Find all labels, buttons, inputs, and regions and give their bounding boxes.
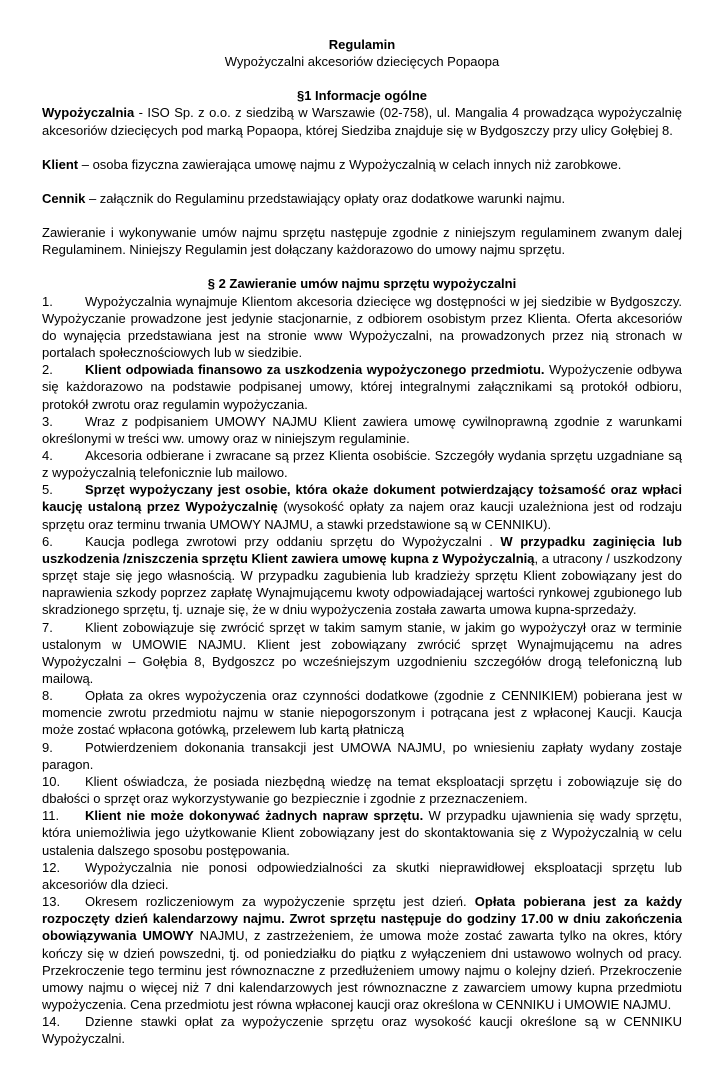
- text-segment: , a utracony / uszkodzony sprzęt staje się jego własnością. W przypadku zagubienia lub kradzieży sprzętu Klient zobowiązany jest do naprawienia szkody poprzez zapłatę Wynajmującemu kwoty odpowiadającej wartości rynkowej zgubionego lub skradzionego sprzętu, tj. uznaje się, że w dniu wypożyczenia została zawarta umowa kupna-sprzedaży.: [42, 550, 682, 618]
- section-1-body: [42, 104, 682, 258]
- paragraph: [42, 224, 682, 258]
- item-number: 11.: [42, 808, 60, 824]
- section-2-body: [42, 293, 682, 1048]
- section-1-heading: §1 Informacje ogólne: [296, 88, 428, 104]
- text-segment: – załącznik do Regulaminu przedstawiający opłaty oraz dodatkowe warunki najmu.: [85, 190, 566, 206]
- numbered-item: [42, 773, 682, 807]
- numbered-item: [42, 807, 682, 858]
- numbered-item: [42, 893, 682, 1013]
- text-segment: Dzienne stawki opłat za wypożyczenie sprzętu oraz wysokość kaucji określone są w CENNIKU Wypożyczalni.: [42, 1014, 682, 1047]
- item-number: 3.: [42, 413, 53, 429]
- text-segment: NAJMU, z zastrzeżeniem, że umowa może zostać zawarta tylko na okres, który kończy się w dzień powszedni, tj. od poniedziałku do piątku z wyłączeniem dni ustawowo wolnych od pracy. Przekroczenie tego terminu jest równoznaczne z przedłużeniem umowy najmu o kolejny dzień. Przekroczenie umowy najmu o więcej niż 7 dni kalendarzowych jest równoznaczne z zawarciem umowy kupna przedmiotu wypożyczenia. Cena przedmiotu jest równa wpłaconej kaucji oraz określona w CENNIKU i UMOWIE NAJMU.: [42, 928, 682, 1012]
- text-segment: Wraz z podpisaniem UMOWY NAJMU Klient zawiera umowę cywilnoprawną zgodnie z warunkami określonymi w treści ww. umowy oraz w niniejszym regulaminie.: [42, 413, 682, 446]
- text-segment: - ISO Sp. z o.o. z siedzibą w Warszawie (02-758), ul. Mangalia 4 prowadząca wypożyczalnię akcesoriów dziecięcych pod marką Popaopa, której Siedziba znajduje się w Bydgoszczy przy ulicy Gołębiej 8.: [42, 105, 682, 138]
- item-number: 8.: [42, 688, 53, 704]
- item-number: 13.: [42, 894, 61, 910]
- item-number: 5.: [42, 482, 53, 498]
- text-segment: Opłata za okres wypożyczenia oraz czynności dodatkowe (zgodnie z CENNIKIEM) pobierana jest w momencie zwrotu przedmiotu najmu w stanie niepogorszonym i potrącana jest z wpłaconej Kaucji. Kaucja może zostać wpłacona gotówką, przelewem lub kartą płatniczą: [42, 688, 682, 738]
- text-segment: Klient zobowiązuje się zwrócić sprzęt w takim samym stanie, w jakim go wypożyczył oraz w terminie ustalonym w UMOWIE NAJMU. Klient jest zobowiązany zwrócić sprzęt Wynajmującemu na adres Wypożyczalni – Gołębia 8, Bydgoszcz po wcześniejszym uzgodnieniu szczegółów drogą telefoniczną lub mailową.: [42, 619, 682, 686]
- item-number: 2.: [42, 362, 53, 378]
- item-number: 12.: [42, 859, 61, 875]
- numbered-item: [42, 447, 682, 481]
- numbered-item: [42, 859, 682, 893]
- text-segment: Kaucja podlega zwrotowi przy oddaniu sprzętu do Wypożyczalni .: [85, 533, 501, 549]
- item-number: 9.: [42, 739, 53, 755]
- bold-text-segment: Klient: [42, 156, 79, 172]
- text-segment: – osoba fizyczna zawierająca umowę najmu z Wypożyczalnią w celach innych niż zarobkowe.: [78, 156, 622, 172]
- text-segment: Zawieranie i wykonywanie umów najmu sprzętu następuje zgodnie z niniejszym regulaminem zwanym dalej Regulaminem. Niniejszy Regulamin jest dołączany każdorazowo do umowy najmu sprzętu.: [42, 225, 682, 258]
- bold-text-segment: Opłata pobierana jest za każdy rozpoczęty dzień kalendarzowy najmu. Zwrot sprzętu następuje do godziny 17.00 w dniu zakończenia obowiązywania UMOWY: [42, 894, 682, 944]
- text-segment: (wysokość opłaty za najem oraz kaucji uzależniona jest od rodzaju sprzętu oraz terminu trwania UMOWY NAJMU, a stawki przedstawione są w CENNIKU).: [42, 499, 682, 532]
- document-subtitle: Wypożyczalni akcesoriów dziecięcych Popaopa: [224, 54, 500, 70]
- numbered-item: [42, 739, 682, 773]
- text-segment: W przypadku ujawnienia się wady sprzętu, która uniemożliwia jego użytkowanie Klient zobowiązany jest do skontaktowania się z Wypożyczalnią w celu ustalenia dalszego sposobu postępowania.: [42, 808, 682, 858]
- bold-text-segment: Klient nie może dokonywać żadnych napraw sprzętu.: [85, 808, 424, 824]
- item-number: 6.: [42, 533, 53, 549]
- paragraph: [42, 104, 682, 138]
- numbered-item: [42, 619, 682, 688]
- bold-text-segment: Sprzęt wypożyczany jest osobie, która okaże dokument potwierdzający tożsamość oraz wpłaci kaucję ustaloną przez Wypożyczalnię: [42, 482, 682, 515]
- text-segment: Wypożyczalnia wynajmuje Klientom akcesoria dziecięce wg dostępności w jej siedzibie w Bydgoszczy. Wypożyczanie prowadzone jest jedynie stacjonarnie, z odbiorem osobistym przez Klienta. Oferta akcesoriów do wynajęcia przedstawiana jest na stronie www Wypożyczalni, na prowadzonych przez nią stronach w portalach społecznościowych lub w siedzibie.: [42, 293, 682, 361]
- bold-text-segment: Wypożyczalnia: [42, 105, 135, 121]
- item-number: 10.: [42, 773, 61, 789]
- text-segment: Wypożyczalnia nie ponosi odpowiedzialności za skutki nieprawidłowej eksploatacji sprzętu lub akcesoriów dla dzieci.: [42, 859, 682, 892]
- document-title: Regulamin: [328, 37, 396, 52]
- item-number: 14.: [42, 1014, 61, 1030]
- item-number: 1.: [42, 293, 53, 309]
- text-segment: Okresem rozliczeniowym za wypożyczenie sprzętu jest dzień.: [85, 894, 475, 910]
- numbered-item: [42, 361, 682, 412]
- section-2-heading: § 2 Zawieranie umów najmu sprzętu wypożyczalni: [207, 276, 517, 292]
- numbered-item: [42, 1013, 682, 1047]
- bold-text-segment: Cennik: [42, 190, 86, 206]
- text-segment: Akcesoria odbierane i zwracane są przez Klienta osobiście. Szczegóły wydania sprzętu uzgadniane są z wypożyczalnią telefonicznie lub mailowo.: [42, 447, 682, 481]
- text-segment: Potwierdzeniem dokonania transakcji jest UMOWA NAJMU, po wniesieniu zapłaty wydany zostaje paragon.: [42, 739, 682, 772]
- text-segment: Wypożyczenie odbywa się każdorazowo na podstawie podpisanej umowy, której integralnymi załącznikami są protokół odbioru, protokół zwrotu oraz regulamin wypożyczania.: [42, 362, 682, 412]
- paragraph: [42, 190, 682, 207]
- text-segment: Klient oświadcza, że posiada niezbędną wiedzę na temat eksploatacji sprzętu i zobowiązuje się do dbałości o sprzęt oraz wykorzystywanie go bezpiecznie i zgodnie z przeznaczeniem.: [42, 773, 682, 807]
- item-number: 7.: [42, 619, 53, 635]
- bold-text-segment: Klient odpowiada finansowo za uszkodzenia wypożyczonego przedmiotu.: [85, 362, 545, 378]
- numbered-item: [42, 533, 682, 619]
- numbered-item: [42, 293, 682, 362]
- numbered-item: [42, 687, 682, 738]
- numbered-item: [42, 481, 682, 532]
- paragraph: [42, 156, 682, 173]
- item-number: 4.: [42, 447, 53, 463]
- numbered-item: [42, 413, 682, 447]
- bold-text-segment: W przypadku zaginięcia lub uszkodzenia /zniszczenia sprzętu Klient zawiera umowę kupna z Wypożyczalnią: [42, 533, 682, 566]
